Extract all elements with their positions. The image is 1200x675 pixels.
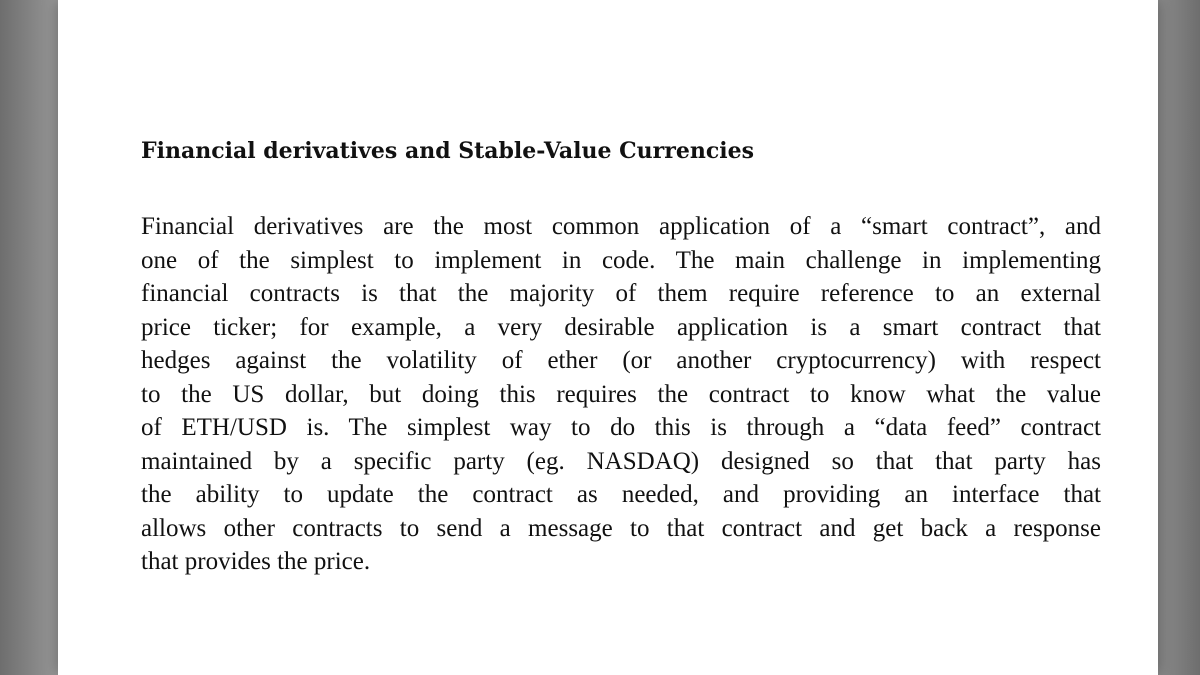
paragraph-line: allows other contracts to send a message to that contract and get back a response [141,514,1101,542]
paragraph-line: of ETH/USD is. The simplest way to do this is through a “data feed” contract [141,414,1101,441]
paragraph-line: to the US dollar, but doing this requires the contract to know what the value [141,380,1101,408]
section-title: Financial derivatives and Stable-Value Currencies [141,138,754,164]
paragraph-line: the ability to update the contract as needed, and providing an interface that [141,481,1101,508]
paragraph-line: Financial derivatives are the most common application of a “smart contract”, and [141,213,1101,240]
document-page[interactable] [58,0,1158,675]
paragraph-line: one of the simplest to implement in code. The main challenge in implementing [141,246,1101,274]
paragraph-line: hedges against the volatility of ether (or another cryptocurrency) with respect [141,347,1101,374]
paragraph-line: financial contracts is that the majority of them require reference to an external [141,280,1101,307]
paragraph-line: that provides the price. [141,548,371,575]
page-content [141,134,1101,579]
paragraph-line: maintained by a specific party (eg. NASDAQ) designed so that that party has [141,447,1101,475]
paragraph-line: price ticker; for example, a very desirable application is a smart contract that [141,313,1101,341]
body-paragraph [141,210,1101,579]
